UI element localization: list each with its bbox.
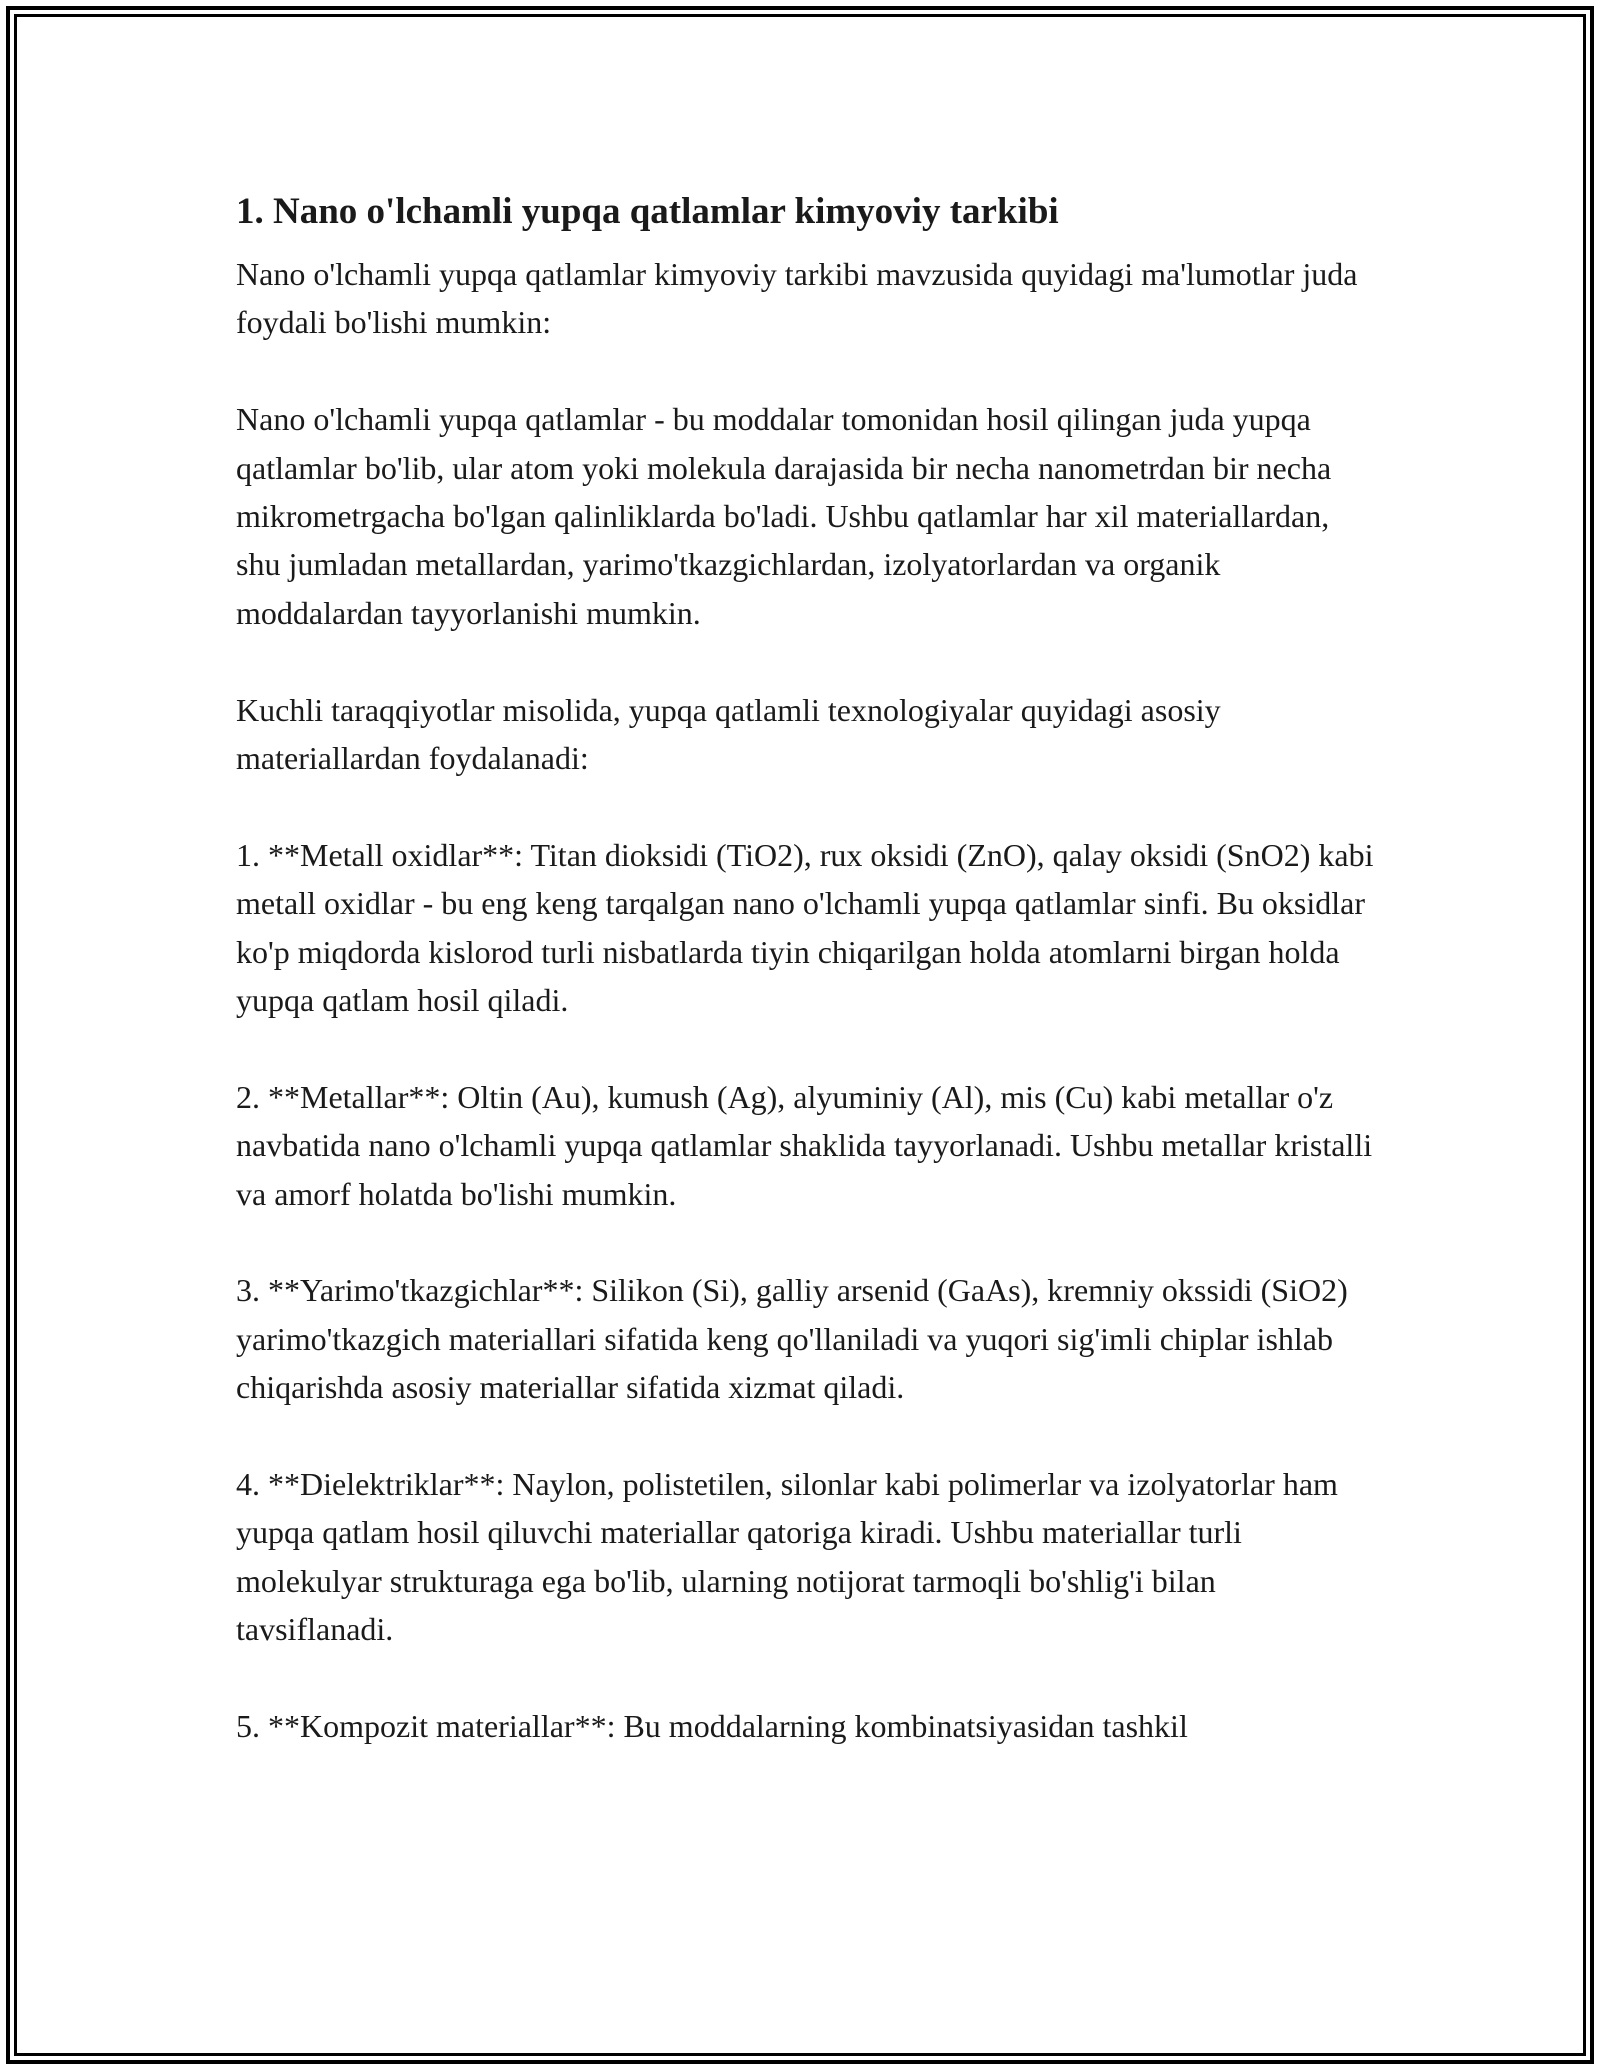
paragraph-definition: Nano o'lchamli yupqa qatlamlar - bu moddalar tomonidan hosil qilingan juda yupqa qatlamlar bo'lib, ular atom yoki molekula darajasida bir necha nanometrdan bir necha mikrometrgacha bo'lgan qalinliklarda bo'ladi. Ushbu qatlamlar har xil materiallardan, shu jumladan metallardan, yarimo'tkazgichlardan, izolyatorlardan va organik moddalardan tayyorlanishi mumkin. <box>236 401 1332 631</box>
document-body <box>236 186 1376 1799</box>
list-item-dielectrics: 4. **Dielektriklar**: Naylon, polistetilen, silonlar kabi polimerlar va izolyatorlar ham yupqa qatlam hosil qiluvchi materiallar qatoriga kiradi. Ushbu materiallar turli molekulyar strukturaga ega bo'lib, ularning notijorat tarmoqli bo'shlig'i bilan tavsiflanadi. <box>236 1466 1338 1648</box>
paragraph-intro: Nano o'lchamli yupqa qatlamlar kimyoviy tarkibi mavzusida quyidagi ma'lumotlar juda foydali bo'lishi mumkin: <box>236 256 1358 341</box>
list-item-metals: 2. **Metallar**: Oltin (Au), kumush (Ag), alyuminiy (Al), mis (Cu) kabi metallar o'z navbatida nano o'lchamli yupqa qatlamlar shaklida tayyorlanadi. Ushbu metallar kristalli va amorf holatda bo'lishi mumkin. <box>236 1078 1373 1212</box>
list-item-semiconductors: 3. **Yarimo'tkazgichlar**: Silikon (Si), galliy arsenid (GaAs), kremniy okssidi (SiO2) yarimo'tkazgich materiallari sifatida keng qo'llaniladi va yuqori sig'imli chiplar ishlab chiqarishda asosiy materiallar sifatida xizmat qiladi. <box>236 1272 1348 1406</box>
list-item-metal-oxides: 1. **Metall oxidlar**: Titan dioksidi (TiO2), rux oksidi (ZnO), qalay oksidi (SnO2) kabi metall oxidlar - bu eng keng tarqalgan nano o'lchamli yupqa qatlamlar sinfi. Bu oksidlar ko'p miqdorda kislorod turli nisbatlarda tiyin chiqarilgan holda atomlarni birgan holda yupqa qatlam hosil qiladi. <box>236 836 1374 1019</box>
paragraph-materials-intro: Kuchli taraqqiyotlar misolida, yupqa qatlamli texnologiyalar quyidagi asosiy materiallardan foydalanadi: <box>236 691 1221 777</box>
document-title: 1. Nano o'lchamli yupqa qatlamlar kimyoviy tarkibi <box>236 191 1059 232</box>
list-item-composites: 5. **Kompozit materiallar**: Bu moddalarning kombinatsiyasidan tashkil <box>236 1708 1188 1745</box>
